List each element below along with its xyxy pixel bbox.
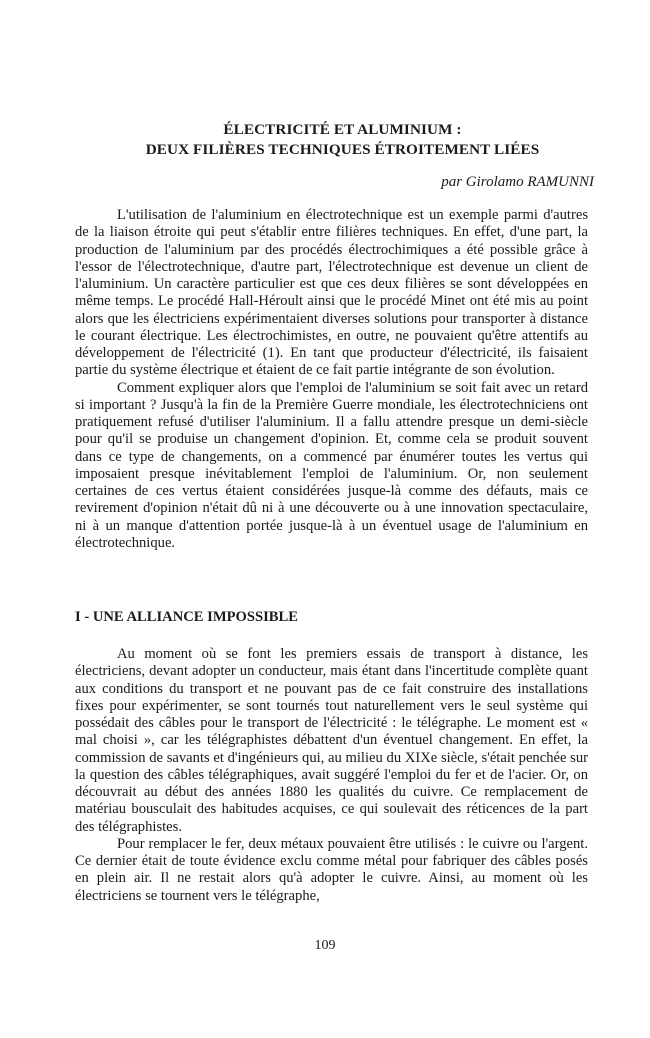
page-number: 109 <box>314 938 336 953</box>
article-title <box>60 120 625 160</box>
section-heading: I - UNE ALLIANCE IMPOSSIBLE <box>75 609 299 625</box>
section-text <box>75 646 588 905</box>
paragraph: Au moment où se font les premiers essais de transport à distance, les électriciens, devant adopter un conducteur, mais étant dans l'incertitude complète quant aux conditions du transport et ne pouvant pas de ce fait construire des installations fixes pour expérimenter, se sont tournés tout naturellement vers le seul système qui possédait des câbles pour le transport de l'électricité : le télégraphe. Le moment est « mal choisi », car les télégraphistes débattent d'un éventuel changement. En effet, la commission de savants et d'ingénieurs qui, au milieu du XIXe siècle, s'était penchée sur la question des câbles télégraphiques, avait suggéré l'emploi du fer et de l'acier. Or, on découvrait au début des années 1880 les qualités du cuivre. Ce remplacement de matériau bousculait des habitudes acquises, ce qui soulevait des réticences de la part des télégraphistes. <box>75 646 588 835</box>
intro-text <box>75 207 588 552</box>
paragraph: Comment expliquer alors que l'emploi de l'aluminium se soit fait avec un retard si important ? Jusqu'à la fin de la Première Guerre mondiale, les électrotechniciens ont pratiquement refusé d'utiliser l'aluminium. Il a fallu attendre presque un demi-siècle pour qu'il se produise un changement d'opinion. Et, comme cela se produit souvent dans ce type de changements, on a commencé par énumérer toutes les vertus qui imposaient presque inévitablement l'emploi de l'aluminium. Or, non seulement certaines de ces vertus étaient considérées jusque-là comme des défauts, mais ce revirement d'opinion n'était dû ni à une découverte ou à une innovation spectaculaire, ni à un manque d'attention portée jusque-là à un éventuel usage de l'aluminium en électrotechnique. <box>75 379 588 551</box>
paragraph: L'utilisation de l'aluminium en électrotechnique est un exemple parmi d'autres de la liaison étroite qui peut s'établir entre filières techniques. En effet, d'une part, la production de l'aluminium par des procédés électrochimiques a été possible grâce à l'essor de l'électrotechnique, d'autre part, l'électrotechnique est devenue un client de l'aluminium. Un caractère particulier est que ces deux filières se sont développées en même temps. Le procédé Hall-Héroult ainsi que le procédé Minet ont été mis au point alors que les électriciens expérimentaient diverses solutions pour transporter à distance le courant électrique. Les électrochimistes, en outre, ne pouvaient qu'être attentifs au développement de l'électricité (1). En tant que producteur d'électricité, ils faisaient partie du système électrique et étaient de ce fait partie intégrante de son évolution. <box>75 207 588 379</box>
title-line-1: ÉLECTRICITÉ ET ALUMINIUM : <box>223 121 462 138</box>
author-byline: par Girolamo RAMUNNI <box>441 174 594 190</box>
title-line-2: DEUX FILIÈRES TECHNIQUES ÉTROITEMENT LIÉES <box>145 141 540 158</box>
paragraph: Pour remplacer le fer, deux métaux pouvaient être utilisés : le cuivre ou l'argent. Ce dernier était de toute évidence exclu comme métal pour fabriquer des câbles posés en plein air. Il ne restait alors qu'à adopter le cuivre. Ainsi, au moment où les électriciens se tournent vers le télégraphe, <box>75 835 588 904</box>
